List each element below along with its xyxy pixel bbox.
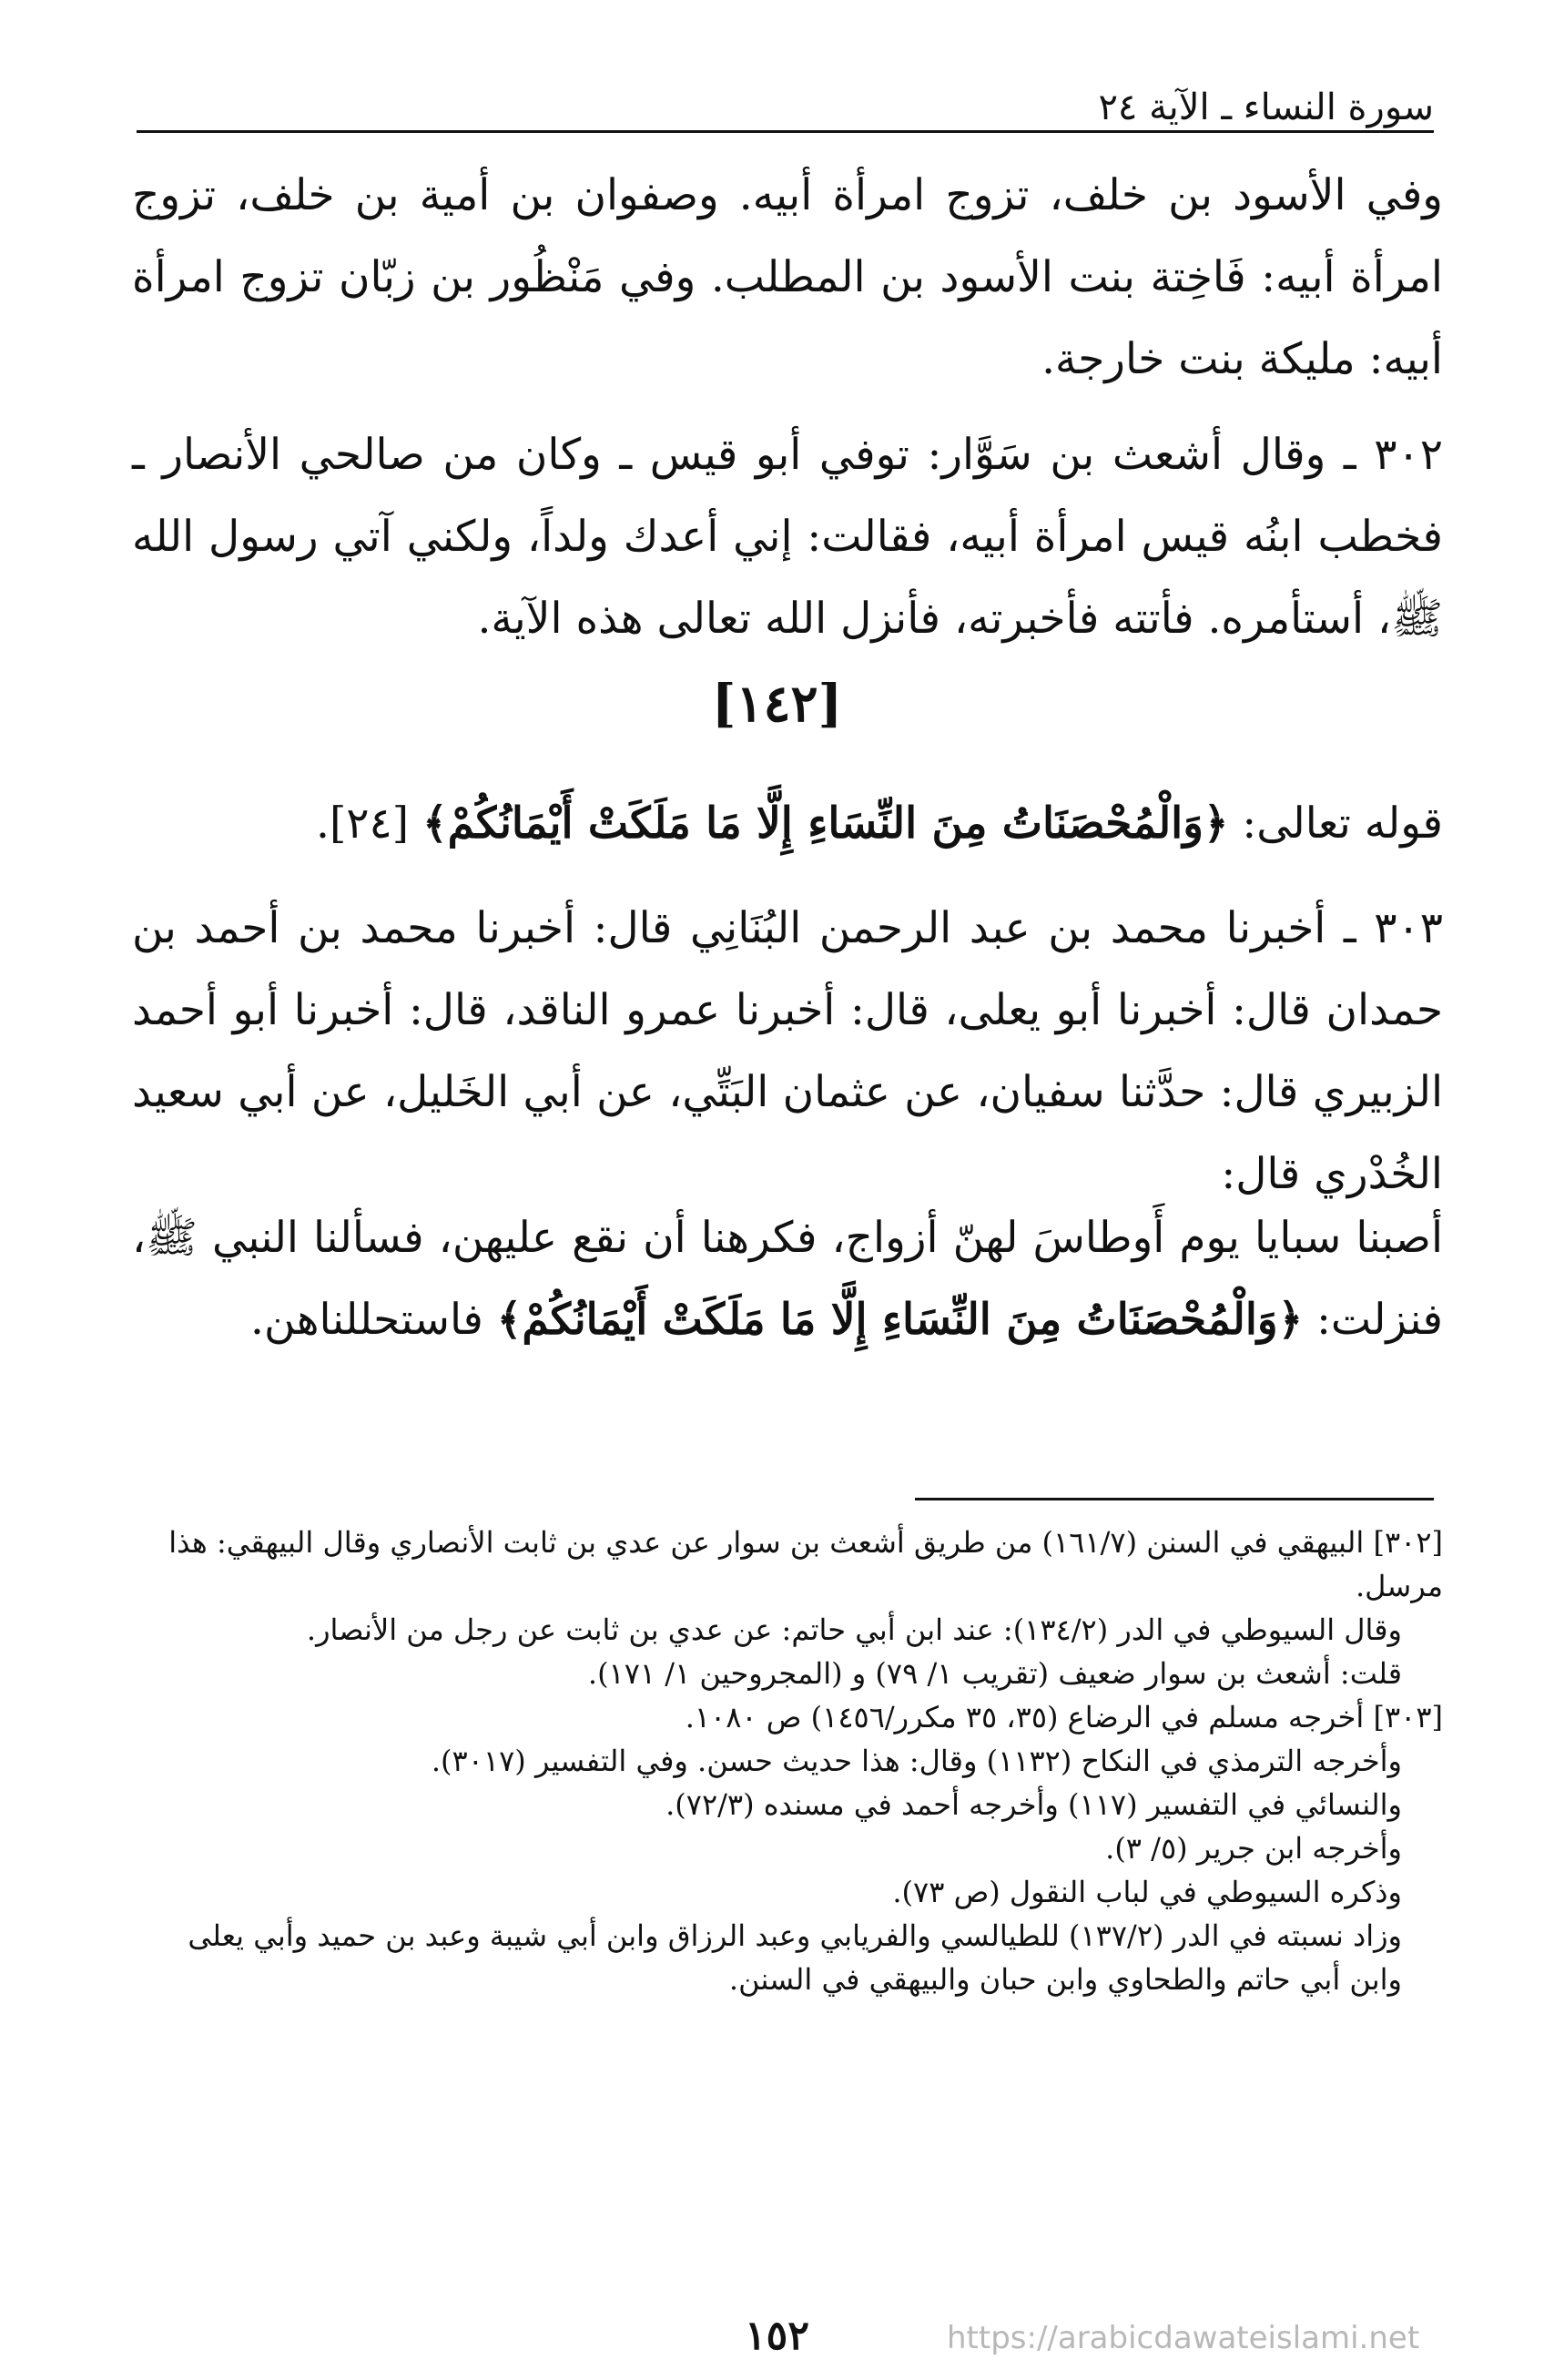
footnote-line: وأخرجه ابن جرير (٥/ ٣). bbox=[1105, 1831, 1402, 1866]
watermark-url: https://arabicdawateislami.net bbox=[947, 2320, 1420, 2356]
hadith-text: أصبنا سبايا يوم أَوطاسَ لهنّ أزواج، فكرهنا أن نقع عليهن، فسألنا النبي ﷺ، فنزلت: bbox=[132, 1213, 1443, 1345]
paragraph-hadith-303-chain: ٣٠٣ ـ أخبرنا محمد بن عبد الرحمن البُنَانِي قال: أخبرنا محمد بن أحمد بن حمدان قال: أخبرنا أبو يعلى، قال: أخبرنا عمرو الناقد، قال: أخبرنا أبو أحمد الزبيري قال: حدَّثنا سفيان، عن عثمان البَتِّي، عن أبي الخَليل، عن أبي سعيد الخُدْري قال: bbox=[132, 903, 1443, 1199]
running-header bbox=[137, 86, 1434, 141]
footnote-line: وأخرجه الترمذي في النكاح (١١٣٢) وقال: هذا حديث حسن. وفي التفسير (٣٠١٧). bbox=[431, 1744, 1402, 1778]
paragraph-narrators: وفي الأسود بن خلف، تزوج امرأة أبيه. وصفوان بن أمية بن خلف، تزوج امرأة أبيه: فَاخِتة بنت الأسود بن المطلب. وفي مَنْظُور بن زبّان تزوج امرأة أبيه: مليكة بنت خارجة. bbox=[132, 170, 1443, 384]
paragraph-hadith-302: ٣٠٢ ـ وقال أشعث بن سَوَّار: توفي أبو قيس ـ وكان من صالحي الأنصار ـ فخطب ابنُه قيس امرأة أبيه، فقالت: إني أعدك ولداً، ولكني آتي رسول الله ﷺ، أستأمره. فأتته فأخبرته، فأنزل الله تعالى هذه الآية. bbox=[132, 430, 1444, 644]
quran-verse-quote: ﴿وَالْمُحْصَنَاتُ مِنَ النِّسَاءِ إِلَّا مَا مَلَكَتْ أَيْمَانُكُمْ﴾ bbox=[496, 1295, 1304, 1345]
footnote-line: وزاد نسبته في الدر (١٣٧/٢) للطيالسي والفريابي وعبد الرزاق وابن أبي شيبة وعبد بن حميد وأبي يعلى وابن أبي حاتم والطحاوي وابن حبان والبيهقي في السنن. bbox=[188, 1918, 1402, 1997]
page-number: ١٥٢ bbox=[745, 2313, 809, 2359]
footnotes bbox=[132, 1521, 1443, 2001]
verse-reference: [٢٤]. bbox=[316, 798, 423, 849]
paragraph-hadith-303-text bbox=[132, 1197, 1443, 1361]
footnote-line: وذكره السيوطي في لباب النقول (ص ٧٣). bbox=[892, 1875, 1402, 1909]
verse-heading bbox=[132, 783, 1443, 865]
hadith-ending: فاستحللناهن. bbox=[250, 1295, 497, 1345]
verse-intro: قوله تعالى: bbox=[1228, 798, 1443, 849]
footnote-302: [٣٠٢] البيهقي في السنن (١٦١/٧) من طريق أشعث بن سوار عن عدي بن ثابت الأنصاري وقال البيهقي: هذا مرسل. bbox=[168, 1525, 1443, 1603]
header-title: سورة النساء ـ الآية ٢٤ bbox=[1083, 86, 1434, 128]
footnote-line: قلت: أشعث بن سوار ضعيف (تقريب ١/ ٧٩) و (المجروحين ١/ ١٧١). bbox=[587, 1656, 1402, 1691]
section-number: [١٤٢] bbox=[711, 674, 843, 734]
footnote-line: وقال السيوطي في الدر (١٣٤/٢): عند ابن أبي حاتم: عن عدي بن ثابت عن رجل من الأنصار. bbox=[306, 1612, 1402, 1647]
footnote-303: [٣٠٣] أخرجه مسلم في الرضاع (٣٥، ٣٥ مكرر/١٤٥٦) ص ١٠٨٠. bbox=[685, 1700, 1443, 1734]
header-rule bbox=[137, 130, 1434, 133]
footnote-rule bbox=[915, 1498, 1434, 1500]
footnote-line: والنسائي في التفسير (١١٧) وأخرجه أحمد في مسنده (٧٢/٣). bbox=[665, 1787, 1402, 1822]
quran-verse: ﴿وَالْمُحْصَنَاتُ مِنَ النِّسَاءِ إِلَّا مَا مَلَكَتْ أَيْمَانُكُمْ﴾ bbox=[422, 798, 1229, 849]
